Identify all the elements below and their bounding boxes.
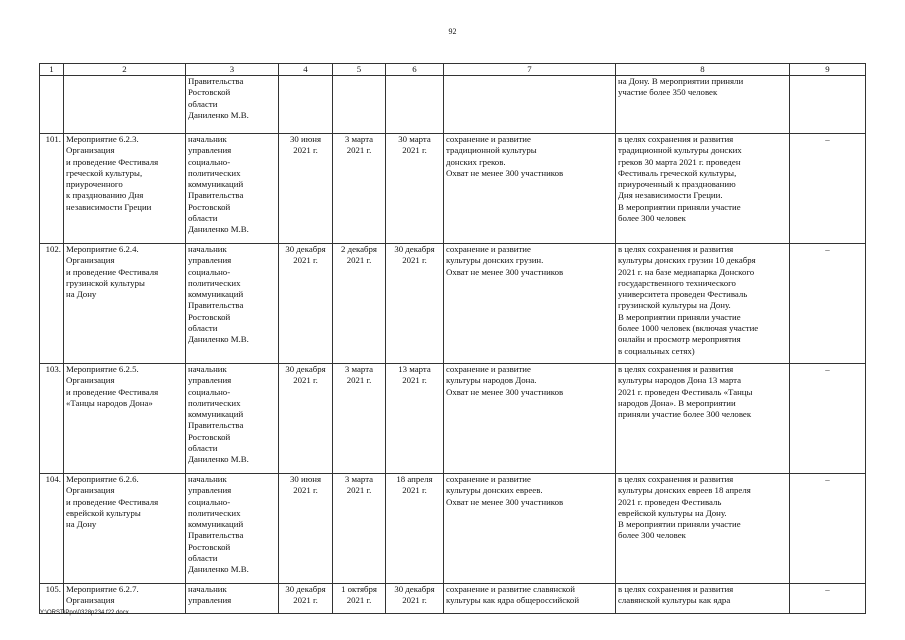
note: – [790,584,866,614]
page-number: 92 [448,27,457,36]
cell-empty [64,76,186,134]
planned-date: 30 декабря 2021 г. [279,584,333,614]
actual-result: в целях сохранения и развития культуры донских грузин 10 декабря 2021 г. на базе медиапарка Донского государственного технического университета проведен Фестиваль грузинской культуры на Дону. В мероприятии приняли участие более 1000 человек (включая участие онлайн и просмотр мероприятия в социальных сетях) [616,244,790,364]
column-number-2: 2 [64,64,186,76]
column-number-3: 3 [186,64,279,76]
table-row [40,364,866,474]
note: – [790,134,866,244]
start-date: 3 марта 2021 г. [333,134,386,244]
responsible-executor: начальник управления социально- политических коммуникаций Правительства Ростовской области Даниленко М.В. [186,364,279,474]
file-path-footer: Y:\ORST\Ppo\0328p234.f22.docx [40,610,129,616]
row-number: 102. [40,244,64,364]
event-name: Мероприятие 6.2.4. Организация и проведение Фестиваля грузинской культуры на Дону [64,244,186,364]
end-date: 30 марта 2021 г. [386,134,444,244]
actual-result: в целях сохранения и развития культуры народов Дона 13 марта 2021 г. проведен Фестиваль «Танцы народов Дона». В мероприятии приняли участие более 300 человек [616,364,790,474]
note: – [790,244,866,364]
column-number-1: 1 [40,64,64,76]
table-row [40,134,866,244]
expected-result: сохранение и развитие традиционной культуры донских греков. Охват не менее 300 участников [444,134,616,244]
cell-empty [40,76,64,134]
column-number-5: 5 [333,64,386,76]
expected-result: сохранение и развитие культуры донских евреев. Охват не менее 300 участников [444,474,616,584]
column-number-9: 9 [790,64,866,76]
column-number-7: 7 [444,64,616,76]
table-row [40,584,866,614]
row-number: 105. [40,584,64,614]
end-date: 30 декабря 2021 г. [386,244,444,364]
expected-result: сохранение и развитие культуры народов Дона. Охват не менее 300 участников [444,364,616,474]
start-date: 3 марта 2021 г. [333,474,386,584]
event-name: Мероприятие 6.2.3. Организация и проведение Фестиваля греческой культуры, приуроченного к празднованию Дня независимости Греции [64,134,186,244]
cell-empty [386,76,444,134]
planned-date: 30 июня 2021 г. [279,474,333,584]
note: – [790,364,866,474]
report-table [39,63,866,614]
event-name: Мероприятие 6.2.6. Организация и проведение Фестиваля еврейской культуры на Дону [64,474,186,584]
row-number: 103. [40,364,64,474]
column-number-8: 8 [616,64,790,76]
note: – [790,474,866,584]
row-number: 101. [40,134,64,244]
responsible-executor: начальник управления социально- политических коммуникаций Правительства Ростовской области Даниленко М.В. [186,244,279,364]
continuation-row [40,76,866,134]
actual-result: в целях сохранения и развития славянской культуры как ядра [616,584,790,614]
planned-date: 30 декабря 2021 г. [279,244,333,364]
end-date: 18 апреля 2021 г. [386,474,444,584]
table-row [40,244,866,364]
actual-result: в целях сохранения и развития культуры донских евреев 18 апреля 2021 г. проведен Фестиваль еврейской культуры на Дону. В мероприятии приняли участие более 300 человек [616,474,790,584]
table-row [40,474,866,584]
column-number-header-row [40,64,866,76]
start-date: 3 марта 2021 г. [333,364,386,474]
responsible-executor: начальник управления [186,584,279,614]
expected-result: сохранение и развитие славянской культуры как ядра общероссийской [444,584,616,614]
column-number-4: 4 [279,64,333,76]
cell-empty [333,76,386,134]
cell-empty [279,76,333,134]
continuation-result: на Дону. В мероприятии приняли участие более 350 человек [616,76,790,134]
responsible-executor: начальник управления социально- политических коммуникаций Правительства Ростовской области Даниленко М.В. [186,474,279,584]
start-date: 1 октября 2021 г. [333,584,386,614]
start-date: 2 декабря 2021 г. [333,244,386,364]
actual-result: в целях сохранения и развития традиционной культуры донских греков 30 марта 2021 г. проведен Фестиваль греческой культуры, приуроченный к празднованию Дня независимости Греции. В мероприятии приняли участие более 300 человек [616,134,790,244]
responsible-executor: начальник управления социально- политических коммуникаций Правительства Ростовской области Даниленко М.В. [186,134,279,244]
end-date: 13 марта 2021 г. [386,364,444,474]
end-date: 30 декабря 2021 г. [386,584,444,614]
planned-date: 30 декабря 2021 г. [279,364,333,474]
expected-result: сохранение и развитие культуры донских грузин. Охват не менее 300 участников [444,244,616,364]
continuation-responsible: Правительства Ростовской области Даниленко М.В. [186,76,279,134]
cell-empty [444,76,616,134]
column-number-6: 6 [386,64,444,76]
event-name: Мероприятие 6.2.7. Организация [64,584,186,614]
row-number: 104. [40,474,64,584]
cell-empty [790,76,866,134]
event-name: Мероприятие 6.2.5. Организация и проведение Фестиваля «Танцы народов Дона» [64,364,186,474]
planned-date: 30 июня 2021 г. [279,134,333,244]
